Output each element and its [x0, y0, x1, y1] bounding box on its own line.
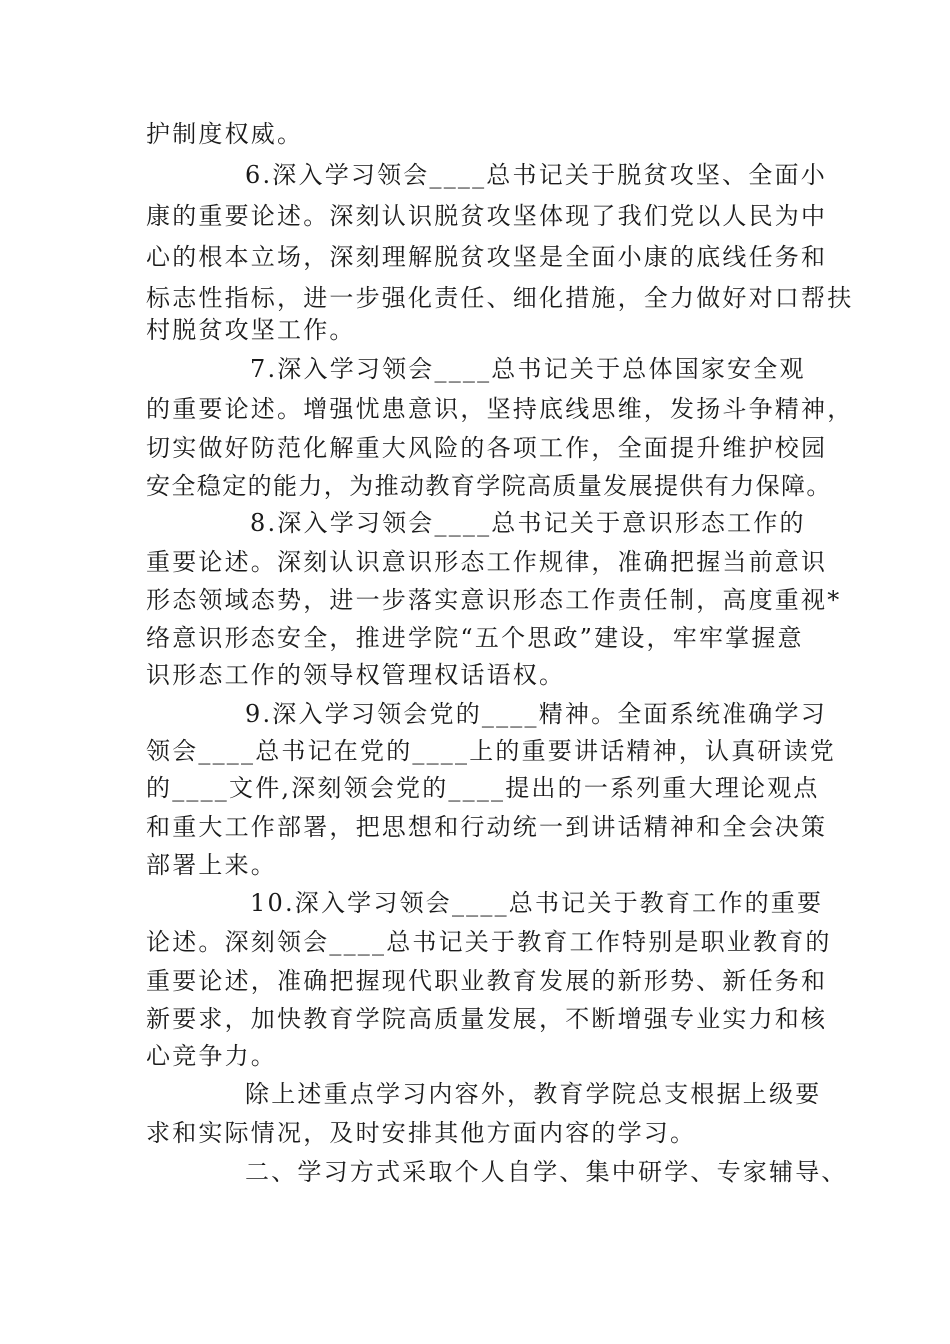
- text-line: 标志性指标，进一步强化责任、细化措施，全力做好对口帮扶: [146, 284, 854, 312]
- item-10-first-line: 10.深入学习领会____总书记关于教育工作的重要: [250, 889, 824, 917]
- section-2-first-line: 二、学习方式采取个人自学、集中研学、专家辅导、: [245, 1158, 848, 1186]
- item-6-first-line: 6.深入学习领会____总书记关于脱贫攻坚、全面小: [245, 161, 827, 189]
- text-line: 的重要论述。增强忧患意识，坚持底线思维，发扬斗争精神，: [146, 395, 854, 423]
- text-line: 切实做好防范化解重大风险的各项工作，全面提升维护校园: [146, 434, 828, 462]
- text-line: 安全稳定的能力，为推动教育学院高质量发展提供有力保障。: [146, 472, 832, 500]
- text-line: 村脱贫攻坚工作。: [146, 316, 356, 344]
- text-line: 和重大工作部署，把思想和行动统一到讲话精神和全会决策: [146, 813, 828, 841]
- summary-first-line: 除上述重点学习内容外，教育学院总支根据上级要: [245, 1080, 822, 1108]
- text-line: 重要论述。深刻认识意识形态工作规律，准确把握当前意识: [146, 548, 828, 576]
- item-8-first-line: 8.深入学习领会____总书记关于意识形态工作的: [250, 509, 806, 537]
- text-line: 形态领域态势，进一步落实意识形态工作责任制，高度重视*: [146, 586, 842, 614]
- text-line: 康的重要论述。深刻认识脱贫攻坚体现了我们党以人民为中: [146, 202, 828, 230]
- text-line: 重要论述，准确把握现代职业教育发展的新形势、新任务和: [146, 967, 828, 995]
- text-line: 心的根本立场，深刻理解脱贫攻坚是全面小康的底线任务和: [146, 243, 828, 271]
- text-line: 求和实际情况，及时安排其他方面内容的学习。: [146, 1119, 697, 1147]
- text-line: 新要求，加快教育学院高质量发展，不断增强专业实力和核: [146, 1005, 828, 1033]
- text-line: 识形态工作的领导权管理权话语权。: [146, 661, 566, 689]
- text-line: 论述。深刻领会____总书记关于教育工作特别是职业教育的: [146, 928, 832, 956]
- text-line: 部署上来。: [146, 851, 277, 879]
- text-line: 心竞争力。: [146, 1042, 277, 1070]
- text-line: 护制度权威。: [146, 120, 304, 148]
- text-line: 领会____总书记在党的____上的重要讲话精神，认真研读党: [146, 737, 836, 765]
- item-7-first-line: 7.深入学习领会____总书记关于总体国家安全观: [250, 355, 806, 383]
- item-9-first-line: 9.深入学习领会党的____精神。全面系统准确学习: [245, 700, 827, 728]
- text-line: 络意识形态安全，推进学院“五个思政”建设，牢牢掌握意: [146, 624, 804, 652]
- text-line: 的____文件,深刻领会党的____提出的一系列重大理论观点: [146, 774, 820, 802]
